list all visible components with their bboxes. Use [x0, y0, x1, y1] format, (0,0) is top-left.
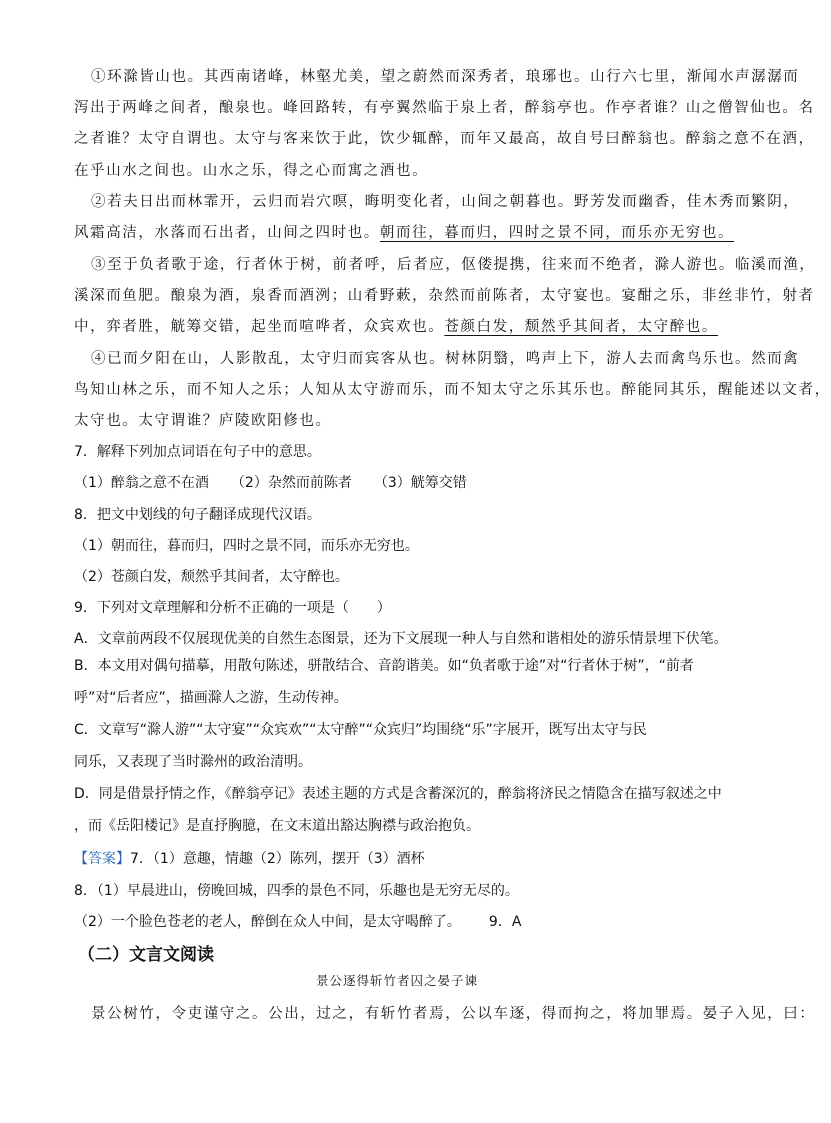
passage-line	[74, 218, 735, 249]
underlined-sentence-2: 苍颜白发，颓然乎其间者，太守醉也。	[444, 319, 719, 336]
option-line: ，而《岳阳楼记》是直抒胸臆，在文末道出豁达胸襟与政治抱负。	[74, 817, 480, 834]
option-line: D．同是借景抒情之作，《醉翁亭记》表述主题的方式是含蓄深沉的，醉翁将济民之情隐含在描写叙述之中	[74, 786, 722, 802]
passage-line: 太守也。太守谓谁？庐陵欧阳修也。	[74, 413, 332, 430]
option-line: C．文章写“滁人游”“太守宴”“众宾欢”“太守醉”“众宾归”均围绕“乐”字展开，既写出太守与民	[74, 722, 647, 738]
passage-line: 景公树竹，令吏谨守之。公出，过之，有斩竹者焉，公以车逐，得而拘之，将加罪焉。晏子入见，曰：	[91, 1006, 816, 1022]
passage-text: 风霜高洁，水落而石出者，山间之四时也。	[74, 225, 380, 242]
passage-paragraph-2	[74, 187, 800, 249]
passage-line: ④已而夕阳在山，人影散乱，太守归而宾客从也。树林阴翳，鸣声上下，游人去而禽鸟乐也。然而禽	[91, 351, 800, 367]
passage-paragraph-4	[74, 344, 831, 438]
question-9-option-b	[74, 651, 724, 714]
option-line: B．本文用对偶句描摹，用散句陈述，骈散结合、音韵谐美。如“负者歌于途”对“行者休于树”，“前者	[74, 658, 694, 674]
section-2-paragraph	[74, 999, 816, 1030]
section-heading: （二）文言文阅读	[78, 945, 214, 965]
passage-line: ①环滁皆山也。其西南诸峰，林壑尤美，望之蔚然而深秀者，琅琊也。山行六七里，渐闻水声潺潺而	[91, 69, 800, 85]
question-9-option-c	[74, 715, 724, 778]
passage-paragraph-3	[74, 250, 816, 344]
underlined-sentence-1: 朝而往，暮而归，四时之景不同，而乐亦无穷也。	[379, 225, 735, 242]
passage-line: 鸟知山林之乐，而不知人之乐；人知从太守游而乐，而不知太守之乐其乐也。醉能同其乐，醒能述以文者，	[74, 382, 831, 399]
passage-line: 溪深而鱼肥。酿泉为酒，泉香而酒洌；山肴野蔌，杂然而前陈者，太守宴也。宴酣之乐，非丝非竹，射者	[74, 288, 815, 305]
answer-9: 9．A	[488, 914, 522, 930]
passage-line: 泻出于两峰之间者，酿泉也。峰回路转，有亭翼然临于泉上者，醉翁亭也。作亭者谁？山之僧智仙也。名	[74, 100, 815, 117]
answer-8-2: （2）一个脸色苍老的老人，醉倒在众人中间，是太守喝醉了。	[74, 914, 461, 930]
question-7-item-1: （1）醉翁之意不在酒	[74, 475, 209, 491]
passage-line	[74, 312, 730, 343]
passage-line: ②若夫日出而林霏开，云归而岩穴暝，晦明变化者，山间之朝暮也。野芳发而幽香，佳木秀而繁阴，	[91, 194, 800, 210]
question-9-title: 9．下列对文章理解和分析不正确的一项是（ ）	[74, 600, 391, 616]
passage-paragraph-1	[74, 62, 815, 187]
option-line: 同乐，又表现了当时滁州的政治清明。	[74, 753, 312, 770]
question-7-items	[74, 473, 730, 493]
question-9-option-d	[74, 779, 724, 842]
answer-line-3	[74, 912, 730, 932]
question-9-option-a: A．文章前两段不仅展现优美的自然生态图景，还为下文展现一种人与自然和谐相处的游乐情景埋下伏笔。	[74, 631, 728, 647]
section-title: 景公逐得斩竹者囚之晏子谏	[315, 973, 478, 988]
passage-text: 中，弈者胜，觥筹交错，起坐而喧哗者，众宾欢也。	[74, 319, 445, 336]
answer-line-1	[74, 849, 730, 869]
question-7-item-3: （3）觥筹交错	[373, 475, 467, 491]
question-7-item-2: （2）杂然而前陈者	[230, 475, 352, 491]
passage-line: ③至于负者歌于途，行者休于树，前者呼，后者应，伛偻提携，往来而不绝者，滁人游也。临溪而渔，	[91, 257, 816, 273]
question-8-title: 8．把文中划线的句子翻译成现代汉语。	[74, 507, 321, 523]
option-line: 呼”对“后者应”，描画滁人之游，生动传神。	[74, 689, 348, 706]
question-8-item-2: （2）苍颜白发，颓然乎其间者，太守醉也。	[74, 569, 349, 585]
question-8-item-1: （1）朝而往，暮而归，四时之景不同，而乐亦无穷也。	[74, 538, 419, 554]
answer-tag: 【答案】	[74, 851, 130, 867]
passage-line: 之者谁？太守自谓也。太守与客来饮于此，饮少辄醉，而年又最高，故自号曰醉翁也。醉翁之意不在酒，	[74, 131, 815, 148]
answer-8-1: 8．（1）早晨进山，傍晚回城，四季的景色不同，乐趣也是无穷无尽的。	[74, 883, 519, 899]
question-7-title: 7．解释下列加点词语在句子中的意思。	[74, 444, 321, 460]
passage-line: 在乎山水之间也。山水之乐，得之心而寓之酒也。	[74, 162, 429, 179]
answer-7: 7．（1）意趣，情趣（2）陈列，摆开（3）酒杯	[130, 851, 425, 867]
